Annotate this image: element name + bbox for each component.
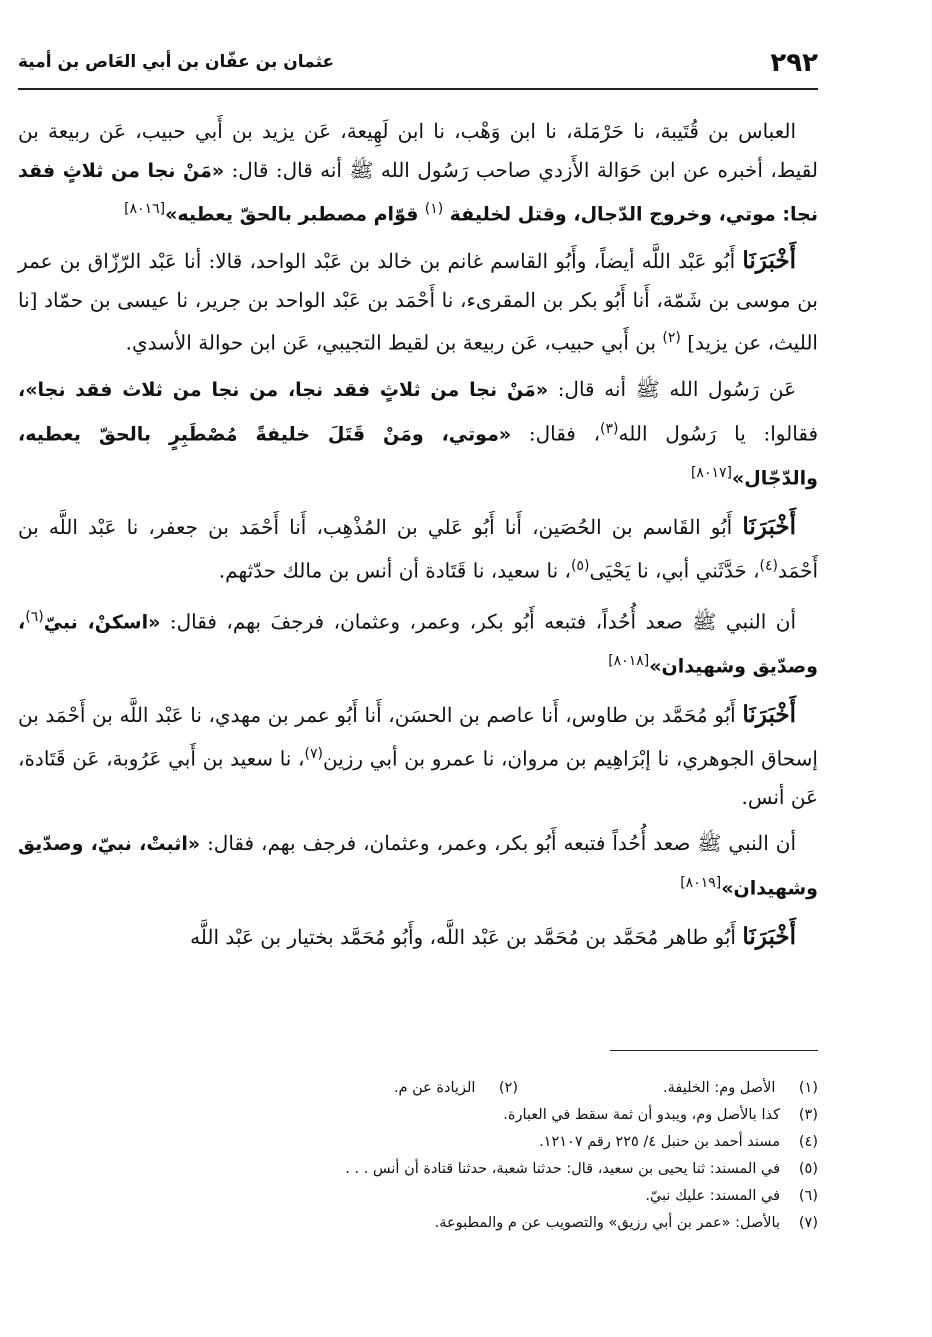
footnote-text: مسند أحمد بن حنبل ٤/ ٢٢٥ رقم ١٢١٠٧. xyxy=(539,1134,780,1150)
isnad-lead-word: أَخْبَرَنَا xyxy=(742,247,797,275)
hadith-quote: قوّام مصطبر بالحقّ يعطيه» xyxy=(165,203,419,226)
isnad-lead-word: أَخْبَرَنَا xyxy=(742,701,797,729)
paragraph-text: أَبُو طاهر مُحَمَّد بن مُحَمَّد بن عَبْد اللَّه، وأَبُو مُحَمَّد بختيار بن عَبْد اللَّه xyxy=(190,924,736,949)
footnote-number: (٧) xyxy=(798,1215,818,1231)
running-title: عثمان بن عفّان بن أبي العَاص بن أمية xyxy=(18,52,335,72)
paragraph-text: ، فقال: xyxy=(528,421,601,446)
hadith-quote: «موتي، ومَنْ قَتَلَ خليفةً مُصْطَبِرٍ بالحقّ يعطيه، والدّجّال» xyxy=(18,423,818,490)
hadith-number: [٨٠١٨] xyxy=(608,652,650,669)
paragraph-text: أن النبي ﷺ صعد أُحُداً، فتبعه أَبُو بكر، وعمر، وعثمان، فرجفَ بهم، فقال: xyxy=(169,609,796,634)
footnote-marker: (٣) xyxy=(600,420,619,437)
paragraph-2 xyxy=(18,242,818,362)
hadith-quote: «مَنْ نجا من ثلاثٍ فقد نجا: موتي، وخروج الدّجال، وقتل لخليفة xyxy=(18,159,818,226)
footnote-text: الزيادة عن م. xyxy=(393,1080,476,1096)
isnad-lead-word: أَخْبَرَنَا xyxy=(742,922,796,950)
paragraph-text: العباس بن قُتَيبة، نا حَرْمَلة، نا ابن وَهْب، نا ابن لَهِيعة، عَن يزيد بن أَبي حبيب، عَن ربيعة بن لقيط، أخبره عن ابن حَوَالة الأَزدي صاحب رَسُول الله ﷺ أنه قال: قال: xyxy=(18,119,819,182)
paragraph-text: أن النبي ﷺ صعد أُحُداً فتبعه أَبُو بكر، وعمر، وعثمان، فرجف بهم، فقال: xyxy=(207,831,796,856)
paragraph-1 xyxy=(18,112,818,234)
footnote-row xyxy=(18,1102,818,1129)
footnote-row xyxy=(18,1129,818,1156)
paragraph-text: عَن رَسُول الله ﷺ أنه قال: xyxy=(557,377,796,402)
footnote-text: بالأصل: «عمر بن أبي رزيق» والتصويب عن م والمطبوعة. xyxy=(434,1215,780,1231)
paragraph-5 xyxy=(18,598,818,686)
footnote-marker: (٤) xyxy=(759,557,779,574)
paragraph-6 xyxy=(18,696,818,816)
footnote-number: (٦) xyxy=(798,1188,818,1204)
hadith-number: [٨٠١٦] xyxy=(124,201,166,217)
footnote-number: (١) xyxy=(798,1080,818,1096)
footnote-row xyxy=(18,1210,818,1237)
hadith-quote: «اثبتْ، نبيّ، وصدّيق وشهيدان» xyxy=(18,833,818,900)
main-text xyxy=(18,112,818,964)
footnote-marker: (٦) xyxy=(25,608,44,625)
paragraph-text: أَبُو القَاسم بن الحُصَين، أَنا أَبُو عَلي بن المُذْهِب، أَنا أَحْمَد بن جعفر، نا عَبْد اللَّه بن أَحْمَد xyxy=(18,515,818,583)
page-header xyxy=(18,48,818,84)
hadith-quote: «اسكنْ، نبيّ xyxy=(43,611,161,634)
footnote-row xyxy=(18,1075,818,1102)
paragraph-text: بن أَبي حبيب، عَن ربيعة بن لقيط التجيبي، عَن ابن حوالة الأسدي. xyxy=(125,330,657,355)
footnote-row xyxy=(18,1156,818,1183)
hadith-quote: ، وصدّيق وشهيدان» xyxy=(18,611,818,678)
footnote-marker: (٧) xyxy=(304,745,323,762)
footnote-row xyxy=(18,1183,818,1210)
footnote-number: (٢) xyxy=(498,1080,518,1096)
footnote-item xyxy=(394,1075,518,1102)
footnote-rule xyxy=(610,1050,818,1051)
footnote-number: (٣) xyxy=(798,1107,818,1123)
paragraph-text: ، حَدَّثَني أبي، نا يَحْيَى xyxy=(589,558,760,583)
paragraph-7 xyxy=(18,824,818,908)
paragraph-text: أَبُو عَبْد اللَّه أيضاً، وأَبُو القاسم غانم بن خالد بن عَبْد الواحد، قالا: أنا عَبْد الرّزّاق بن عمر بن موسى بن شَمّة، أَنا أَبُو بكر بن المقرىء، نا أَحْمَد بن عَبْد الواحد بن جرير، نا عيسى بن حمّاد [نا الليث، عن يزيد] xyxy=(18,249,818,355)
hadith-number: [٨٠١٧] xyxy=(690,464,732,481)
footnote-text: الأصل وم: الخليفة. xyxy=(663,1080,776,1096)
footnote-number: (٥) xyxy=(798,1161,818,1177)
paragraph-3 xyxy=(18,370,818,498)
footnote-marker: (٥) xyxy=(570,557,590,574)
hadith-number: [٨٠١٩] xyxy=(680,874,722,891)
footnote-number: (٤) xyxy=(798,1134,818,1150)
paragraph-text: أَبُو مُحَمَّد بن طاوس، أَنا عاصم بن الحسَن، أَنا أَبُو عمر بن مهدي، نا عَبْد اللَّه بن أَحْمَد بن إسحاق الجوهري، نا إبْرَاهِيم بن مروان، نا عمرو بن أبي رزين xyxy=(18,703,818,771)
footnotes xyxy=(18,1075,818,1237)
footnote-marker: (١) xyxy=(424,201,444,217)
paragraph-text: ، نا سعيد، نا قَتَادة أن أنس بن مالك حدّثهم. xyxy=(218,558,571,583)
footnote-marker: (٢) xyxy=(662,330,681,347)
header-rule xyxy=(18,88,818,90)
footnote-item xyxy=(518,1075,818,1102)
footnote-text: في المسند: ثنا يحيى بن سعيد، قال: حدثنا شعبة، حدثنا قتادة أن أنس . . . xyxy=(345,1161,780,1177)
footnote-text: في المسند: عليك نبيّ. xyxy=(645,1188,780,1204)
paragraph-text: فقالوا: يا رَسُول الله xyxy=(618,421,819,446)
paragraph-8 xyxy=(18,918,818,957)
isnad-lead-word: أَخْبَرَنَا xyxy=(742,513,797,541)
hadith-quote: «مَنْ نجا من ثلاثٍ فقد نجا، من نجا من ثلاث فقد نجا»، xyxy=(18,379,549,402)
paragraph-text: ، نا سعيد بن أَبي عَرُوبة، عَن قَتَادة، عَن أنس. xyxy=(18,746,818,809)
paragraph-4 xyxy=(18,508,818,590)
footnote-text: كذا بالأصل وم، ويبدو أن ثمة سقط في العبارة. xyxy=(503,1107,780,1123)
page-number: ٢٩٢ xyxy=(770,48,818,78)
